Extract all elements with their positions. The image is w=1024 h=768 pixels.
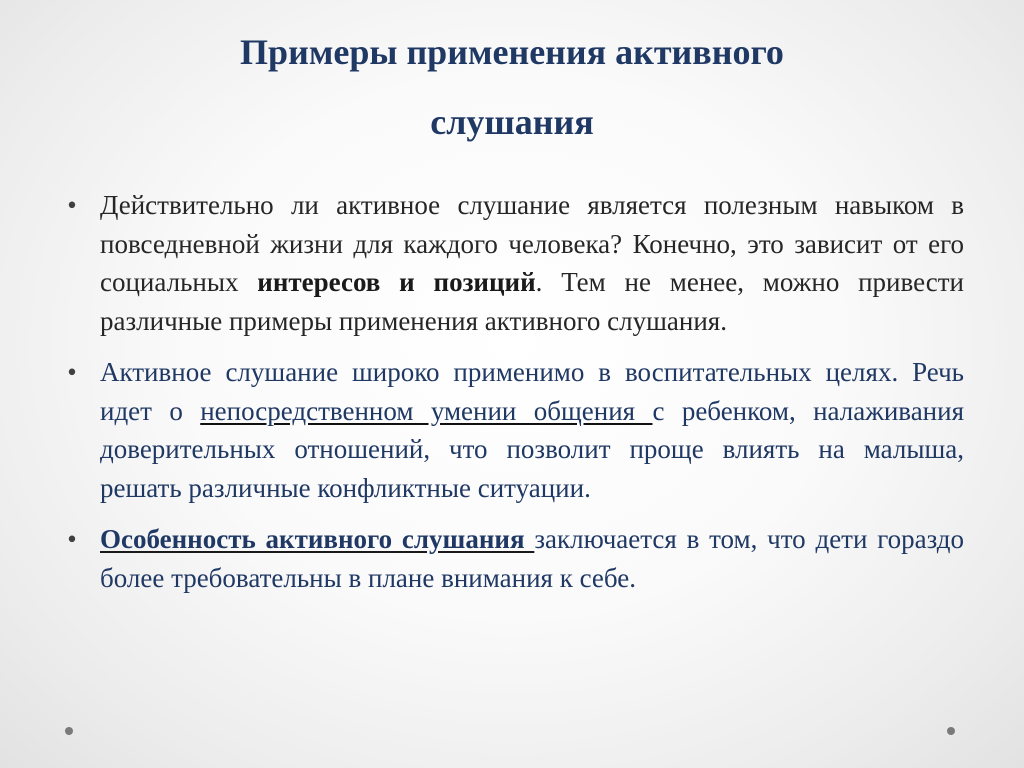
bullet-item-1 [67,186,964,340]
title-line-1: Примеры применения активного [240,32,784,72]
bullet-dot-icon: • [67,190,77,220]
bullet-1-text-end: . Тем не менее, можно привести различные примеры применения активного слушания. [100,267,964,336]
bullet-dot-icon: • [67,357,77,387]
bullet-3-bold-underlined-phrase: Особенность активного слушания [100,524,535,554]
dot-icon [947,727,955,735]
slide-title [120,28,904,146]
bullet-item-3 [67,520,964,597]
bullet-3-text-end: заключается в том, что дети гораздо более требовательны в плане внимания к себе. [100,524,964,593]
bullet-list [67,186,964,610]
bullet-2-text-start: Активное слушание широко применимо в воспитательных целях. Речь идет о [100,357,964,426]
bullet-item-2 [67,353,964,507]
bullet-1-text-start: Действительно ли активное слушание является полезным навыком в повседневной жизни для каждого человека? Конечно, это зависит от его социальных [100,190,964,297]
bullet-2-underlined-phrase: непосредственном умении общения [200,395,653,426]
title-line-2: слушания [430,102,594,142]
bullet-2-text-end: с ребенком, налаживания доверительных отношений, что позволит проще влиять на малыша, решать различные конфликтные ситуации. [100,395,964,503]
dot-icon [65,727,73,735]
bullet-1-bold-phrase: интересов и позиций [257,267,536,297]
bullet-dot-icon: • [67,524,77,554]
